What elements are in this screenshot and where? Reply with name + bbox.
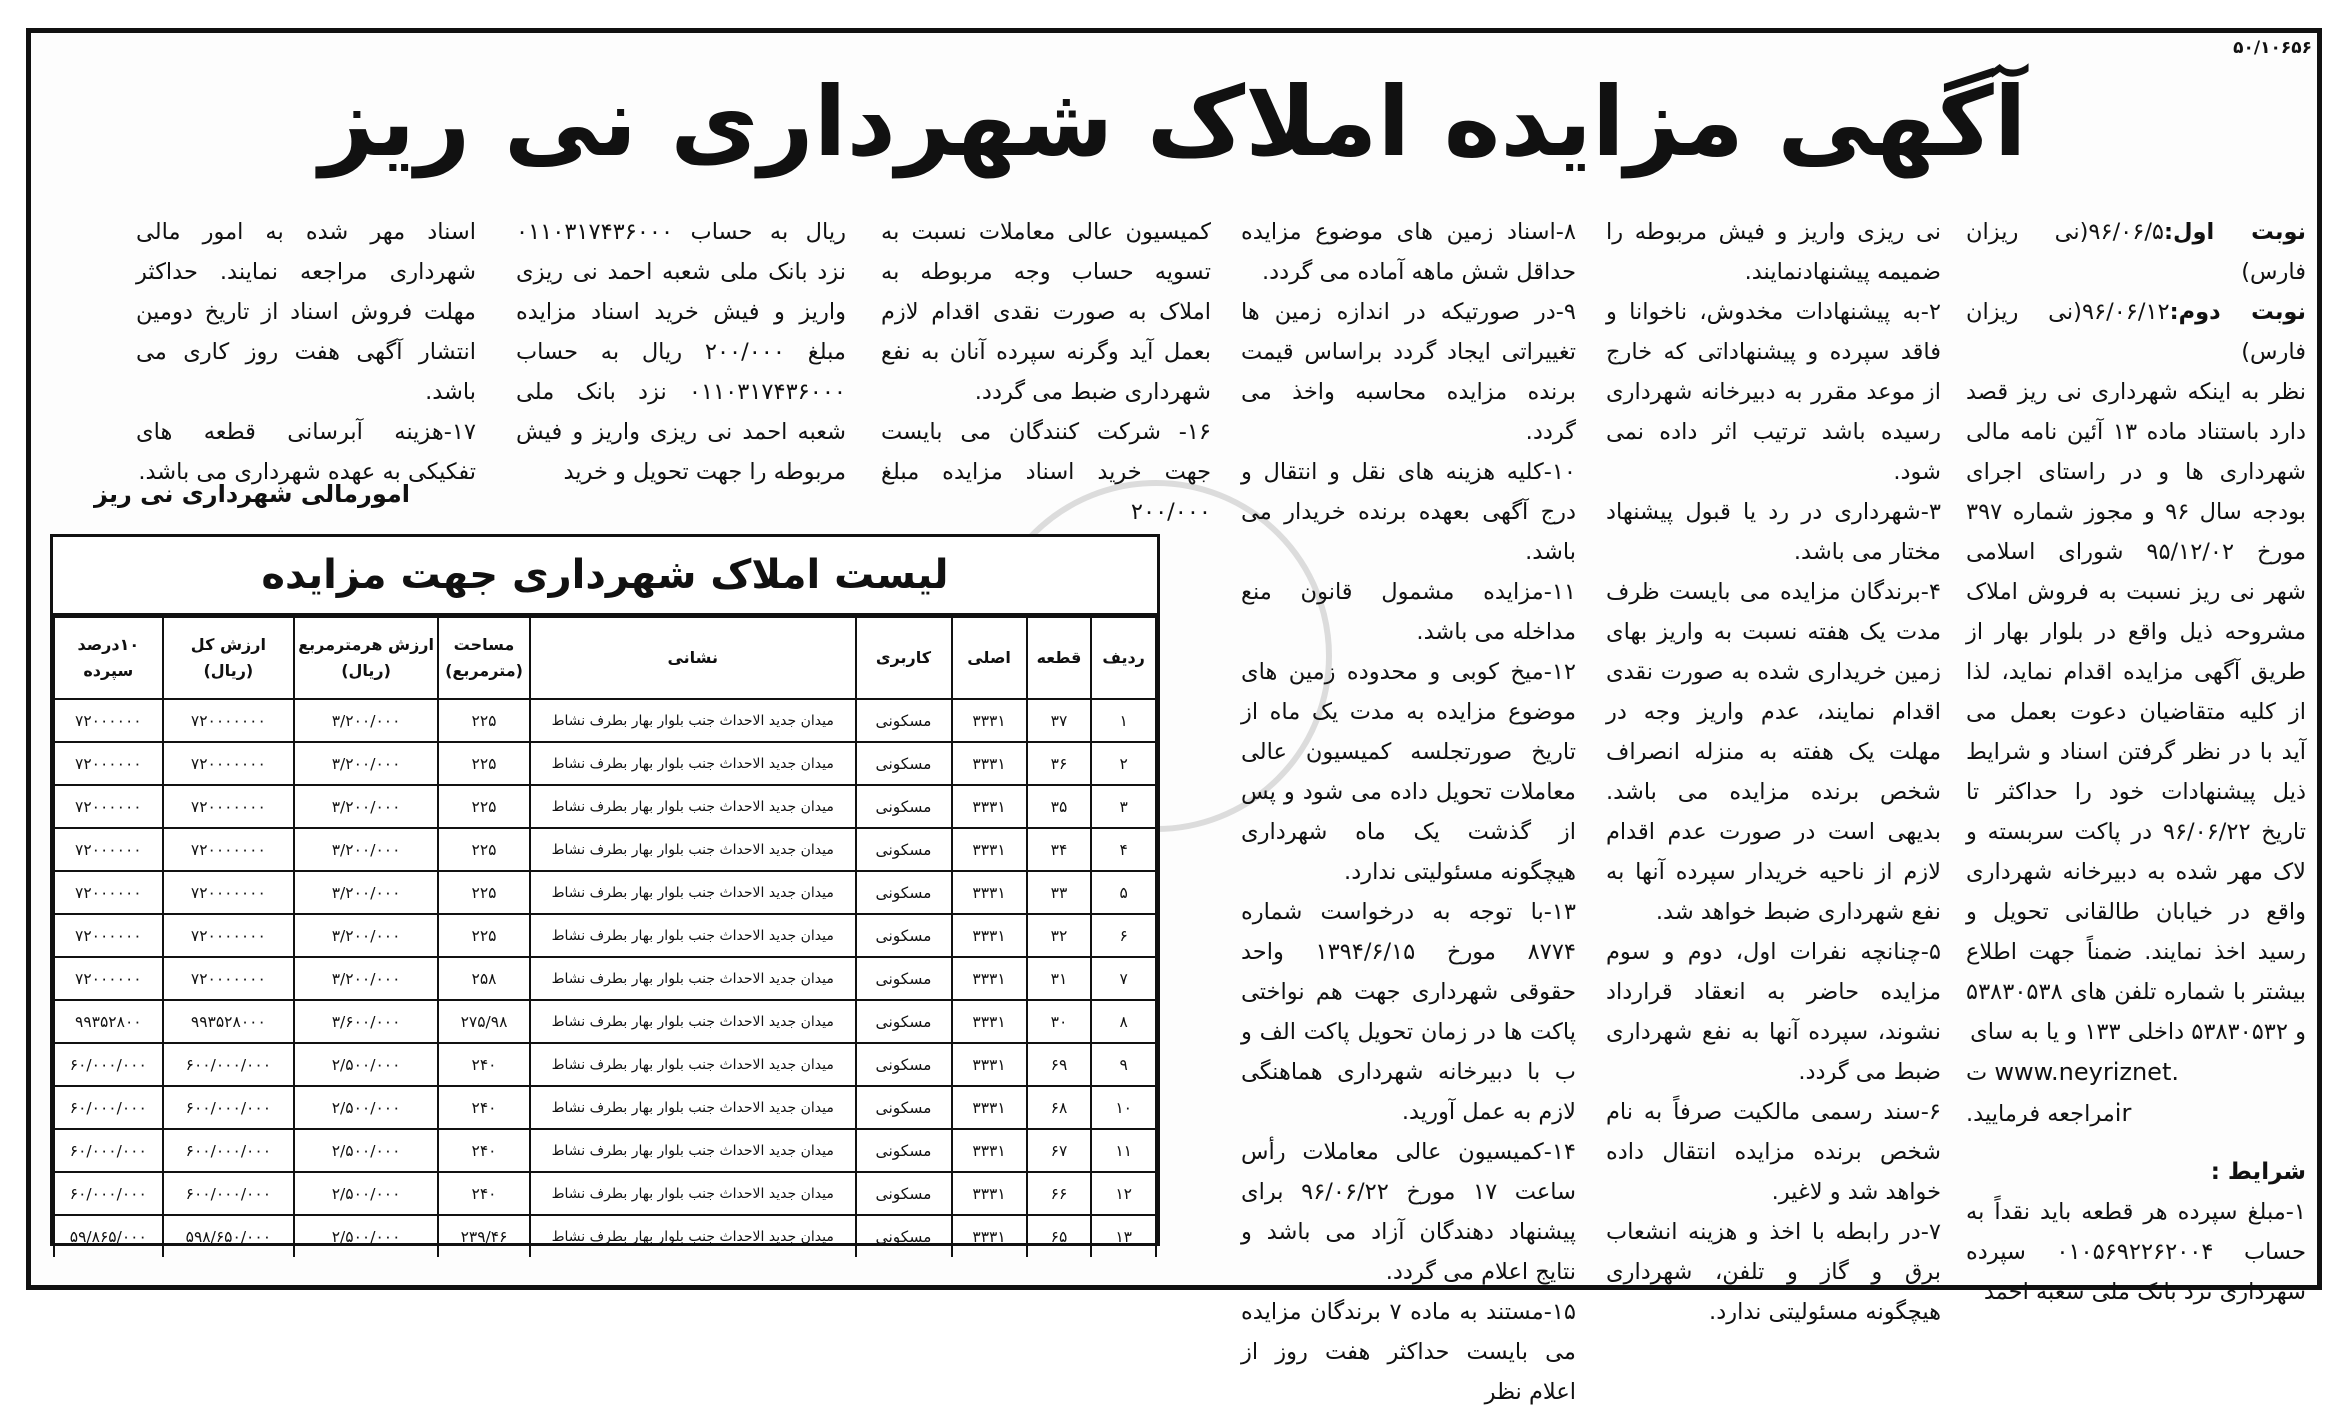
cell-main: ۳۳۳۱ xyxy=(952,1172,1027,1215)
column-4: کمیسیون عالی معاملات نسبت به تسویه حساب وجه مربوطه به املاک به صورت نقدی اقدام لازم بعمل آید وگرنه سپرده آنان به نفع شهرداری ضبط می گردد. ۱۶- شرکت کنندگان می بایست جهت خرید اسناد مزایده مبلغ ۲۰۰/۰۰۰ xyxy=(881,219,1211,525)
cell-usage: مسکونی xyxy=(856,871,952,914)
cell-main: ۳۳۳۱ xyxy=(952,1129,1027,1172)
cell-row-no: ۱۲ xyxy=(1091,1172,1156,1215)
cell-usage: مسکونی xyxy=(856,699,952,742)
cell-area: ۲۵۸ xyxy=(438,957,530,1000)
cell-address: میدان جدید الاحداث جنب بلوار بهار بطرف نشاط xyxy=(530,1172,856,1215)
second-notice-value: ۹۶/۰۶/۱۲(نی ریزان فارس) xyxy=(1966,299,2306,365)
cell-usage: مسکونی xyxy=(856,1129,952,1172)
header-address: نشانی xyxy=(530,617,856,699)
cell-total-value: ۶۰۰/۰۰۰/۰۰۰ xyxy=(163,1086,294,1129)
cell-address: میدان جدید الاحداث جنب بلوار بهار بطرف نشاط xyxy=(530,742,856,785)
second-notice-label: نوبت دوم: xyxy=(2169,299,2306,325)
cell-row-no: ۵ xyxy=(1091,871,1156,914)
cell-address: میدان جدید الاحداث جنب بلوار بهار بطرف نشاط xyxy=(530,957,856,1000)
condition-1: ۱-مبلغ سپرده هر قطعه باید نقداً به حساب ۰۱۰۵۶۹۲۲۶۲۰۰۴ سپرده شهرداری نزد بانک ملی شعبه احمد xyxy=(1966,1199,2306,1305)
cell-main: ۳۳۳۱ xyxy=(952,914,1027,957)
cell-area: ۲۴۰ xyxy=(438,1043,530,1086)
cell-row-no: ۹ xyxy=(1091,1043,1156,1086)
cell-total-value: ۶۰۰/۰۰۰/۰۰۰ xyxy=(163,1129,294,1172)
cell-address: میدان جدید الاحداث جنب بلوار بهار بطرف نشاط xyxy=(530,828,856,871)
cell-usage: مسکونی xyxy=(856,742,952,785)
cell-plot: ۶۵ xyxy=(1027,1215,1092,1257)
cell-price-per-m2: ۳/۲۰۰/۰۰۰ xyxy=(294,742,438,785)
website-link[interactable]: www.neyriznet. xyxy=(1994,1058,2179,1086)
cell-deposit: ۹۹۳۵۲۸۰۰ xyxy=(54,1000,163,1043)
cell-row-no: ۷ xyxy=(1091,957,1156,1000)
cell-area: ۲۴۰ xyxy=(438,1086,530,1129)
cell-plot: ۳۰ xyxy=(1027,1000,1092,1043)
cell-row-no: ۱۱ xyxy=(1091,1129,1156,1172)
column-1 xyxy=(1966,212,2306,1312)
table-title: لیست املاک شهرداری جهت مزایده xyxy=(53,537,1157,616)
table-row xyxy=(54,699,1156,742)
cell-address: میدان جدید الاحداث جنب بلوار بهار بطرف نشاط xyxy=(530,1043,856,1086)
first-notice-value: ۹۶/۰۶/۵(نی ریزان فارس) xyxy=(1966,219,2306,285)
cell-area: ۲۳۹/۴۶ xyxy=(438,1215,530,1257)
cell-total-value: ۷۲۰۰۰۰۰۰۰ xyxy=(163,828,294,871)
cell-area: ۲۲۵ xyxy=(438,699,530,742)
cell-price-per-m2: ۲/۵۰۰/۰۰۰ xyxy=(294,1086,438,1129)
cell-area: ۲۲۵ xyxy=(438,785,530,828)
cell-total-value: ۷۲۰۰۰۰۰۰۰ xyxy=(163,871,294,914)
signature: امورمالی شهرداری نی ریز xyxy=(94,480,410,508)
cell-address: میدان جدید الاحداث جنب بلوار بهار بطرف نشاط xyxy=(530,785,856,828)
cell-address: میدان جدید الاحداث جنب بلوار بهار بطرف نشاط xyxy=(530,1215,856,1257)
cell-total-value: ۷۲۰۰۰۰۰۰۰ xyxy=(163,742,294,785)
cell-deposit: ۵۹/۸۶۵/۰۰۰ xyxy=(54,1215,163,1257)
cell-plot: ۳۵ xyxy=(1027,785,1092,828)
cell-address: میدان جدید الاحداث جنب بلوار بهار بطرف نشاط xyxy=(530,914,856,957)
conditions-heading: شرایط : xyxy=(2210,1159,2306,1185)
header-deposit: ۱۰درصد سپرده xyxy=(54,617,163,699)
cell-plot: ۳۶ xyxy=(1027,742,1092,785)
cell-usage: مسکونی xyxy=(856,785,952,828)
cell-deposit: ۷۲۰۰۰۰۰۰ xyxy=(54,828,163,871)
cell-total-value: ۷۲۰۰۰۰۰۰۰ xyxy=(163,785,294,828)
cell-price-per-m2: ۲/۵۰۰/۰۰۰ xyxy=(294,1215,438,1257)
table-header-row xyxy=(54,617,1156,699)
cell-price-per-m2: ۳/۲۰۰/۰۰۰ xyxy=(294,699,438,742)
cell-address: میدان جدید الاحداث جنب بلوار بهار بطرف نشاط xyxy=(530,1086,856,1129)
cell-row-no: ۲ xyxy=(1091,742,1156,785)
cell-row-no: ۱۰ xyxy=(1091,1086,1156,1129)
column-5: ریال به حساب ۰۱۱۰۳۱۷۴۳۶۰۰۰ نزد بانک ملی شعبه احمد نی ریزی واریز و فیش خرید اسناد مزایده مبلغ ۲۰۰/۰۰۰ ریال به حساب ۰۱۱۰۳۱۷۴۳۶۰۰۰ نزد بانک ملی شعبه احمد نی ریزی واریز و فیش مربوطه را جهت تحویل و خرید xyxy=(516,219,846,485)
table-row xyxy=(54,1172,1156,1215)
header-area: مساحت (مترمربع) xyxy=(438,617,530,699)
cell-plot: ۶۸ xyxy=(1027,1086,1092,1129)
cell-main: ۳۳۳۱ xyxy=(952,699,1027,742)
header-row-no: ردیف xyxy=(1091,617,1156,699)
cell-deposit: ۷۲۰۰۰۰۰۰ xyxy=(54,957,163,1000)
cell-plot: ۳۲ xyxy=(1027,914,1092,957)
intro-paragraph: نظر به اینکه شهرداری نی ریز قصد دارد باستناد ماده ۱۳ آئین نامه مالی شهرداری ها و در راستای اجرای بودجه سال ۹۶ و مجوز شماره ۳۹۷ مورخ ۹۵/۱۲/۰۲ شورای اسلامی شهر نی ریز نسبت به فروش املاک مشروحه ذیل واقع در بلوار بهار از طریق آگهی مزایده اقدام نماید، لذا از کلیه متقاضیان دعوت بعمل می آید با در نظر گرفتن اسناد و شرایط ذیل پیشنهادات خود را حداکثر تا تاریخ ۹۶/۰۶/۲۲ در پاکت سربسته و لاک مهر شده به دبیرخانه شهرداری واقع در خیابان طالقانی تحویل و رسید اخذ نمایند. ضمناً جهت اطلاع بیشتر با شماره تلفن های ۵۳۸۳۰۵۳۸ و ۵۳۸۳۰۵۳۲ داخلی ۱۳۳ و یا به سای xyxy=(1966,379,2307,1045)
cell-area: ۲۲۵ xyxy=(438,871,530,914)
first-notice-label: نوبت اول: xyxy=(2164,219,2307,245)
cell-deposit: ۶۰/۰۰۰/۰۰۰ xyxy=(54,1043,163,1086)
header-usage: کاربری xyxy=(856,617,952,699)
table-row xyxy=(54,828,1156,871)
cell-plot: ۳۷ xyxy=(1027,699,1092,742)
table-row xyxy=(54,1000,1156,1043)
cell-address: میدان جدید الاحداث جنب بلوار بهار بطرف نشاط xyxy=(530,871,856,914)
cell-plot: ۶۷ xyxy=(1027,1129,1092,1172)
refer-line xyxy=(1966,1093,2306,1134)
cell-total-value: ۶۰۰/۰۰۰/۰۰۰ xyxy=(163,1043,294,1086)
refer-text: مراجعه فرمایید. xyxy=(1966,1101,2115,1127)
cell-usage: مسکونی xyxy=(856,1043,952,1086)
cell-area: ۲۷۵/۹۸ xyxy=(438,1000,530,1043)
cell-usage: مسکونی xyxy=(856,1086,952,1129)
first-notice xyxy=(1966,212,2306,292)
cell-usage: مسکونی xyxy=(856,957,952,1000)
cell-usage: مسکونی xyxy=(856,1000,952,1043)
cell-plot: ۳۳ xyxy=(1027,871,1092,914)
cell-plot: ۶۶ xyxy=(1027,1172,1092,1215)
cell-address: میدان جدید الاحداث جنب بلوار بهار بطرف نشاط xyxy=(530,1129,856,1172)
cell-total-value: ۶۰۰/۰۰۰/۰۰۰ xyxy=(163,1172,294,1215)
table-row xyxy=(54,1215,1156,1257)
cell-plot: ۳۱ xyxy=(1027,957,1092,1000)
cell-main: ۳۳۳۱ xyxy=(952,1215,1027,1257)
cell-address: میدان جدید الاحداث جنب بلوار بهار بطرف نشاط xyxy=(530,1000,856,1043)
header-plot: قطعه xyxy=(1027,617,1092,699)
cell-price-per-m2: ۲/۵۰۰/۰۰۰ xyxy=(294,1172,438,1215)
cell-deposit: ۶۰/۰۰۰/۰۰۰ xyxy=(54,1172,163,1215)
cell-usage: مسکونی xyxy=(856,828,952,871)
cell-price-per-m2: ۳/۲۰۰/۰۰۰ xyxy=(294,914,438,957)
website-line xyxy=(1966,1052,2306,1093)
cell-main: ۳۳۳۱ xyxy=(952,957,1027,1000)
cell-address: میدان جدید الاحداث جنب بلوار بهار بطرف نشاط xyxy=(530,699,856,742)
header-total-value: ارزش کل (ریال) xyxy=(163,617,294,699)
cell-total-value: ۷۲۰۰۰۰۰۰۰ xyxy=(163,957,294,1000)
table-row xyxy=(54,785,1156,828)
table-row xyxy=(54,1129,1156,1172)
cell-row-no: ۴ xyxy=(1091,828,1156,871)
cell-deposit: ۶۰/۰۰۰/۰۰۰ xyxy=(54,1129,163,1172)
cell-area: ۲۲۵ xyxy=(438,742,530,785)
header-price-per-m2: ارزش هرمترمربع (ریال) xyxy=(294,617,438,699)
cell-deposit: ۷۲۰۰۰۰۰۰ xyxy=(54,699,163,742)
lots-table xyxy=(53,616,1157,1257)
lots-table-body xyxy=(54,699,1156,1257)
column-3: ۸-اسناد زمین های موضوع مزایده حداقل شش ماهه آماده می گردد. ۹-در صورتیکه در اندازه زمین ها تغییراتی ایجاد گردد براساس قیمت برنده مزایده محاسبه واخذ می گردد. ۱۰-کلیه هزینه های نقل و انتقال و درج آگهی بعهده برنده خریدار می باشد. ۱۱-مزایده مشمول قانون منع مداخله می باشد. ۱۲-میخ کوبی و محدوده زمین های موضوع مزایده به مدت یک ماه از تاریخ صورتجلسه کمیسیون عالی معاملات تحویل داده می شود و پس از گذشت یک ماه شهرداری هیچگونه مسئولیتی ندارد. ۱۳-با توجه به درخواست شماره ۸۷۷۴ مورخ ۱۳۹۴/۶/۱۵ واحد حقوقی شهرداری جهت هم نواختی پاکت ها در زمان تحویل پاکت الف و ب با دبیرخانه شهرداری هماهنگی لازم به عمل آورید. ۱۴-کمیسیون عالی معاملات رأس ساعت ۱۷ مورخ ۹۶/۰۶/۲۲ برای پیشنهاد دهندگان آزاد می باشد و نتایج اعلام می گردد. ۱۵-مستند به ماده ۷ برندگان مزایده می بایست حداکثر هفت روز از اعلام نظر xyxy=(1241,219,1576,1405)
cell-area: ۲۴۰ xyxy=(438,1172,530,1215)
cell-total-value: ۷۲۰۰۰۰۰۰۰ xyxy=(163,699,294,742)
website-tail: ت xyxy=(1966,1060,1988,1086)
cell-row-no: ۱ xyxy=(1091,699,1156,742)
table-row xyxy=(54,1086,1156,1129)
cell-row-no: ۱۳ xyxy=(1091,1215,1156,1257)
cell-area: ۲۲۵ xyxy=(438,828,530,871)
cell-deposit: ۷۲۰۰۰۰۰۰ xyxy=(54,742,163,785)
notice-title: آگهی مزایده املاک شهرداری نی ریز xyxy=(319,66,2027,178)
cell-main: ۳۳۳۱ xyxy=(952,1086,1027,1129)
reference-number: ۵۰/۱۰۶۵۶ xyxy=(2233,38,2312,58)
cell-plot: ۶۹ xyxy=(1027,1043,1092,1086)
cell-total-value: ۹۹۳۵۲۸۰۰۰ xyxy=(163,1000,294,1043)
cell-total-value: ۷۲۰۰۰۰۰۰۰ xyxy=(163,914,294,957)
cell-row-no: ۶ xyxy=(1091,914,1156,957)
table-row xyxy=(54,914,1156,957)
cell-price-per-m2: ۲/۵۰۰/۰۰۰ xyxy=(294,1129,438,1172)
cell-price-per-m2: ۳/۲۰۰/۰۰۰ xyxy=(294,785,438,828)
cell-usage: مسکونی xyxy=(856,1172,952,1215)
cell-row-no: ۳ xyxy=(1091,785,1156,828)
cell-area: ۲۴۰ xyxy=(438,1129,530,1172)
cell-deposit: ۷۲۰۰۰۰۰۰ xyxy=(54,914,163,957)
header-main: اصلی xyxy=(952,617,1027,699)
cell-price-per-m2: ۳/۲۰۰/۰۰۰ xyxy=(294,957,438,1000)
cell-price-per-m2: ۳/۲۰۰/۰۰۰ xyxy=(294,828,438,871)
lots-table-box xyxy=(50,534,1160,1246)
table-row xyxy=(54,871,1156,914)
cell-deposit: ۷۲۰۰۰۰۰۰ xyxy=(54,871,163,914)
table-row xyxy=(54,1043,1156,1086)
cell-area: ۲۲۵ xyxy=(438,914,530,957)
cell-plot: ۳۴ xyxy=(1027,828,1092,871)
cell-deposit: ۶۰/۰۰۰/۰۰۰ xyxy=(54,1086,163,1129)
cell-main: ۳۳۳۱ xyxy=(952,785,1027,828)
website-tld: ir xyxy=(2114,1099,2132,1127)
cell-main: ۳۳۳۱ xyxy=(952,871,1027,914)
cell-main: ۳۳۳۱ xyxy=(952,1043,1027,1086)
cell-total-value: ۵۹۸/۶۵۰/۰۰۰ xyxy=(163,1215,294,1257)
cell-main: ۳۳۳۱ xyxy=(952,1000,1027,1043)
cell-price-per-m2: ۳/۶۰۰/۰۰۰ xyxy=(294,1000,438,1043)
column-2: نی ریزی واریز و فیش مربوطه را ضمیمه پیشنهادنمایند. ۲-به پیشنهادات مخدوش، ناخوانا و فاقد سپرده و پیشنهاداتی که خارج از موعد مقرر به دبیرخانه شهرداری رسیده باشد ترتیب اثر داده نمی شود. ۳-شهرداری در رد یا قبول پیشنهاد مختار می باشد. ۴-برندگان مزایده می بایست ظرف مدت یک هفته نسبت به واریز بهای زمین خریداری شده به صورت نقدی اقدام نمایند، عدم واریز وجه در مهلت یک هفته به منزله انصراف شخص برنده مزایده می باشد. بدیهی است در صورت عدم اقدام لازم از ناحیه خریدار سپرده آنها به نفع شهرداری ضبط خواهد شد. ۵-چنانچه نفرات اول، دوم و سوم مزایده حاضر به انعقاد قرارداد نشوند، سپرده آنها به نفع شهرداری ضبط می گردد. ۶-سند رسمی مالکیت صرفاً به نام شخص برنده مزایده انتقال داده خواهد شد و لاغیر. ۷-در رابطه با اخذ و هزینه انشعاب برق و گاز و تلفن، شهرداری هیچگونه مسئولیتی ندارد. xyxy=(1606,219,1941,1325)
cell-price-per-m2: ۲/۵۰۰/۰۰۰ xyxy=(294,1043,438,1086)
table-row xyxy=(54,957,1156,1000)
table-row xyxy=(54,742,1156,785)
cell-price-per-m2: ۳/۲۰۰/۰۰۰ xyxy=(294,871,438,914)
cell-main: ۳۳۳۱ xyxy=(952,828,1027,871)
cell-row-no: ۸ xyxy=(1091,1000,1156,1043)
second-notice xyxy=(1966,292,2306,372)
column-6: اسناد مهر شده به امور مالی شهرداری مراجعه نمایند. حداکثر مهلت فروش اسناد از تاریخ دومین انتشار آگهی هفت روز کاری می باشد. ۱۷-هزینه آبرسانی قطعه های تفکیکی به عهده شهرداری می باشد. xyxy=(136,219,476,485)
cell-usage: مسکونی xyxy=(856,1215,952,1257)
cell-usage: مسکونی xyxy=(856,914,952,957)
cell-deposit: ۷۲۰۰۰۰۰۰ xyxy=(54,785,163,828)
cell-main: ۳۳۳۱ xyxy=(952,742,1027,785)
